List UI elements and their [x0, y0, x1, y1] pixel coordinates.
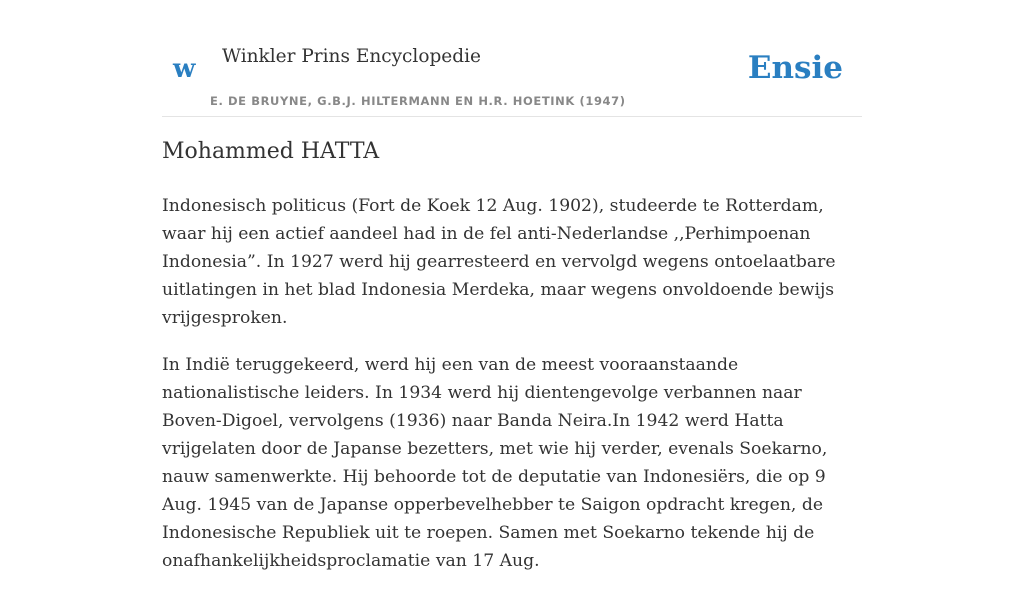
- article-body: [162, 192, 862, 594]
- article-paragraph: Indonesisch politicus (Fort de Koek 12 Aug. 1902), studeerde te Rotterdam, waar hij een actief aandeel had in de fel anti-Nederlandse ,,Perhimpoenan Indonesia”. In 1927 werd hij gearresteerd en vervolgd wegens ontoelaatbare uitlatingen in het blad Indonesia Merdeka, maar wegens onvoldoende bewijs vrijgesproken.: [162, 196, 836, 328]
- site-header: [162, 0, 862, 117]
- ensie-brand-logo[interactable]: Ensie: [747, 50, 843, 86]
- article-title: Mohammed HATTA: [162, 139, 380, 164]
- article-paragraph: In Indië teruggekeerd, werd hij een van de meest vooraanstaande nationalistische leiders. In 1934 werd hij dientengevolge verbannen naar Boven-Digoel, vervolgens (1936) naar Banda Neira.In 1942 werd Hatta vrijgelaten door de Japanse bezetters, met wie hij verder, evenals Soekarno, nauw samenwerkte. Hij behoorde tot de deputatie van Indonesiërs, die op 9 Aug. 1945 van de Japanse opperbevelhebber te Saigon opdracht kregen, de Indonesische Republiek uit te roepen. Samen met Soekarno tekende hij de onafhankelijkheidsproclamatie van 17 Aug.: [162, 355, 828, 571]
- winkler-prins-logo[interactable]: w: [173, 54, 196, 84]
- authors-line: E. DE BRUYNE, G.B.J. HILTERMANN EN H.R. HOETINK (1947): [210, 94, 626, 108]
- site-title[interactable]: Winkler Prins Encyclopedie: [222, 46, 481, 67]
